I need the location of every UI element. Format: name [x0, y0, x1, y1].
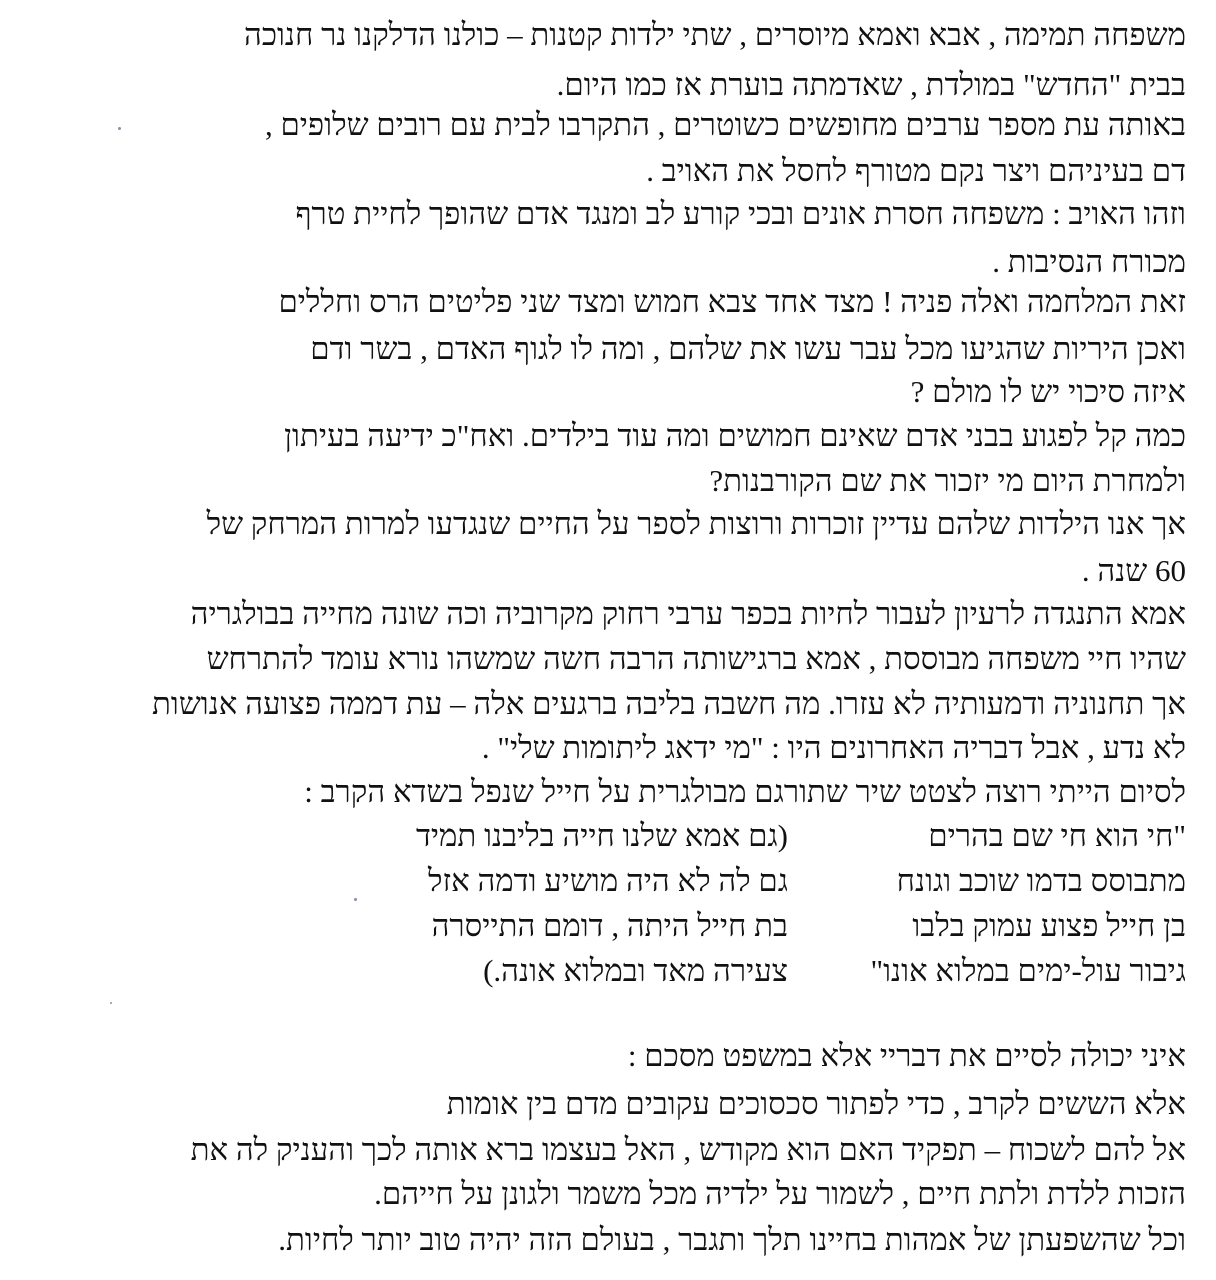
- closing-line: איני יכולה לסיים את דבריי אלא במשפט מסכם :: [627, 1038, 1186, 1073]
- text-line: לסיום הייתי רוצה לצטט שיר שתורגם מבולגרית על חייל שנפל בשדא הקרב :: [304, 774, 1186, 809]
- scan-speck: [118, 127, 121, 130]
- poem-line-right: בן חייל פצוע עמוק בלבו: [912, 908, 1186, 943]
- poem-line-right: מתבוסס בדמו שוכב וגונח: [896, 863, 1186, 898]
- text-line: כמה קל לפגוע בבני אדם שאינם חמושים ומה עוד בילדים. ואח"כ ידיעה בעיתון: [284, 418, 1186, 453]
- poem-line-right: גיבור עול-ימים במלוא אונו": [870, 953, 1186, 988]
- scan-speck: [110, 1002, 112, 1004]
- text-line: ולמחרת היום מי יזכור את שם הקורבנות?: [709, 463, 1186, 498]
- text-line: דם בעיניהם ויצר נקם מטורף לחסל את האויב .: [646, 153, 1186, 188]
- scan-speck: [354, 898, 357, 901]
- text-line: וזהו האויב : משפחה חסרת אונים ובכי קורע לב ומנגד אדם שהופך לחיית טרף: [295, 196, 1186, 231]
- text-line: משפחה תמימה , אבא ואמא מיוסרים , שתי ילדות קטנות – כולנו הדלקנו נר חנוכה: [244, 17, 1186, 52]
- text-line: איזה סיכוי יש לו מולם ?: [910, 374, 1186, 409]
- text-line: ואכן היריות שהגיעו מכל עבר עשו את שלהם , ומה לו לגוף האדם , בשר ודם: [310, 331, 1186, 366]
- text-line: באותה עת מספר ערבים מחופשים כשוטרים , התקרבו לבית עם רובים שלופים ,: [264, 107, 1186, 142]
- text-line: בבית "החדש" במולדת , שאדמתה בוערת אז כמו היום.: [556, 67, 1186, 102]
- text-line: אך תחנוניה ודמעותיה לא עזרו. מה חשבה בליבה ברגעים אלה – עת דממה פצועה אנושות: [152, 686, 1186, 721]
- poem-line-left: (גם אמא שלנו חייה בליבנו תמיד: [416, 818, 788, 853]
- text-line: זאת המלחמה ואלה פניה ! מצד אחד צבא חמוש ומצד שני פליטים הרס וחללים: [278, 284, 1186, 319]
- text-line: מכורח הנסיבות .: [992, 244, 1186, 279]
- closing-line: אל להם לשכוח – תפקיד האם הוא מקודש , האל בעצמו ברא אותה לכך והעניק לה את: [190, 1132, 1186, 1167]
- closing-line: הזכות ללדת ולתת חיים , לשמור על ילדיה מכל משמר ולגונן על חייהם.: [374, 1176, 1186, 1211]
- poem-line-right: "חי הוא חי שם בהרים: [928, 818, 1186, 853]
- poem-line-left: בת חייל היתה , דומם התייסרה: [431, 908, 788, 943]
- closing-line: וכל שהשפעתן של אמהות בחיינו תלך ותגבר , בעולם הזה יהיה טוב יותר לחיות.: [278, 1222, 1186, 1257]
- text-line: לא נדע , אבל דבריה האחרונים היו : "מי ידאג ליתומות שלי" .: [481, 730, 1186, 765]
- text-line: אך אנו הילדות שלהם עדיין זוכרות ורוצות לספר על החיים שנגדעו למרות המרחק של: [206, 506, 1186, 541]
- text-line: שהיו חיי משפחה מבוססת , אמא ברגישותה הרבה חשה שמשהו נורא עומד להתרחש: [206, 641, 1186, 676]
- poem-line-left: צעירה מאד ובמלוא אונה.): [483, 953, 788, 988]
- text-line: 60 שנה .: [1081, 553, 1186, 588]
- closing-line: אלא הששים לקרב , כדי לפתור סכסוכים עקובים מדם בין אומות: [446, 1086, 1186, 1121]
- text-line: אמא התנגדה לרעיון לעבור לחיות בכפר ערבי רחוק מקרוביה וכה שונה מחייה בבולגריה: [190, 596, 1186, 631]
- poem-line-left: גם לה לא היה מושיע ודמה אזל: [427, 863, 788, 898]
